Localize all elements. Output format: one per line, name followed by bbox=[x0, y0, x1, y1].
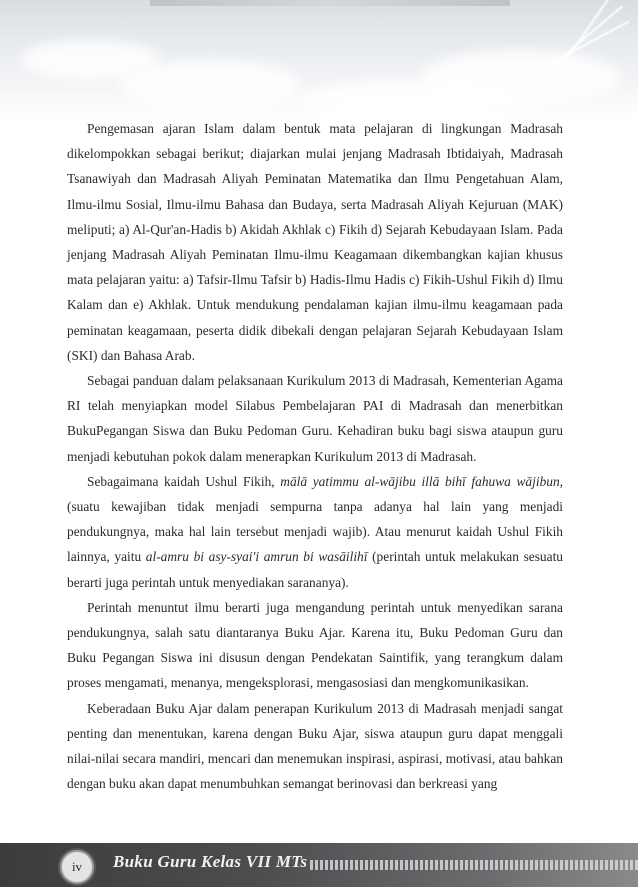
page-number-badge: iv bbox=[60, 850, 94, 884]
footer-stripes bbox=[310, 860, 638, 870]
footer-book-title: Buku Guru Kelas VII MTs bbox=[113, 852, 308, 871]
header-banner-image bbox=[0, 0, 638, 118]
paragraph-5: Keberadaan Buku Ajar dalam penerapan Kurikulum 2013 di Madrasah menjadi sangat penting dan menentukan, karena dengan Buku Ajar, siswa ataupun guru dapat menggali nilai-nilai secara mandiri, mencari dan menemukan inspirasi, aspirasi, motivasi, atau bahkan dengan buku akan dapat menumbuhkan semangat berinovasi dan berkreasi yang bbox=[67, 700, 563, 792]
arabic-rule-2: al-amru bi asy-syai'i amrun bi wasāilihī bbox=[145, 549, 368, 565]
footer-bar bbox=[0, 843, 638, 887]
paragraph-3: Sebagaimana kaidah Ushul Fikih, mālā yatimmu al-wājibu illā bihī fahuwa wājibun, (suatu kewajiban tidak menjadi sempurna tanpa adanya hal lain yang menjadi pendukungnya, maka hal lain tersebut menjadi wajib). Atau menurut kaidah Ushul Fikih lainnya, yaitu al-amru bi asy-syai'i amrun bi wasāilihī (perintah untuk melakukan sesuatu berarti juga perintah untuk menyediakan sarananya). bbox=[67, 473, 563, 590]
paragraph-1: Pengemasan ajaran Islam dalam bentuk mata pelajaran di lingkungan Madrasah dikelompokkan sebagai berikut; diajarkan mulai jenjang Madrasah Ibtidaiyah, Madrasah Tsanawiyah dan Madrasah Aliyah Peminatan Matematika dan Ilmu Pengetahuan Alam, Ilmu-ilmu Sosial, Ilmu-ilmu Bahasa dan Budaya, serta Madrasah Aliyah Kejuruan (MAK) meliputi; a) Al-Qur'an-Hadis b) Akidah Akhlak c) Fikih d) Sejarah Kebudayaan Islam. Pada jenjang Madrasah Aliyah Peminatan Ilmu-ilmu Keagamaan dikembangkan kajian khusus mata pelajaran yaitu: a) Tafsir-Ilmu Tafsir b) Hadis-Ilmu Hadis c) Fikih-Ushul Fikih d) Ilmu Kalam dan e) Akhlak. Untuk mendukung pendalaman kajian ilmu-ilmu keagamaan pada peminatan keagamaan, peserta didik dibekali dengan pelajaran Sejarah Kebudayaan Islam (SKI) dan Bahasa Arab. bbox=[67, 121, 563, 363]
paragraph-4: Perintah menuntut ilmu berarti juga mengandung perintah untuk menyedikan sarana pendukungnya, salah satu diantaranya Buku Ajar. Karena itu, Buku Pedoman Guru dan Buku Pegangan Siswa ini disusun dengan Pendekatan Saintifik, yang terangkum dalam proses mengamati, menanya, mengeksplorasi, mengasosiasi dan mengkomunikasikan. bbox=[67, 599, 563, 691]
paragraph-2: Sebagai panduan dalam pelaksanaan Kurikulum 2013 di Madrasah, Kementerian Agama RI telah menyiapkan model Silabus Pembelajaran PAI di Madrasah dan menerbitkan BukuPegangan Siswa dan Buku Pedoman Guru. Kehadiran buku bagi siswa ataupun guru menjadi kebutuhan pokok dalam menerapkan Kurikulum 2013 di Madrasah. bbox=[67, 373, 563, 464]
arabic-rule-1: mālā yatimmu al-wājibu illā bihī fahuwa wājibun, bbox=[280, 473, 563, 489]
body-text bbox=[67, 116, 563, 796]
